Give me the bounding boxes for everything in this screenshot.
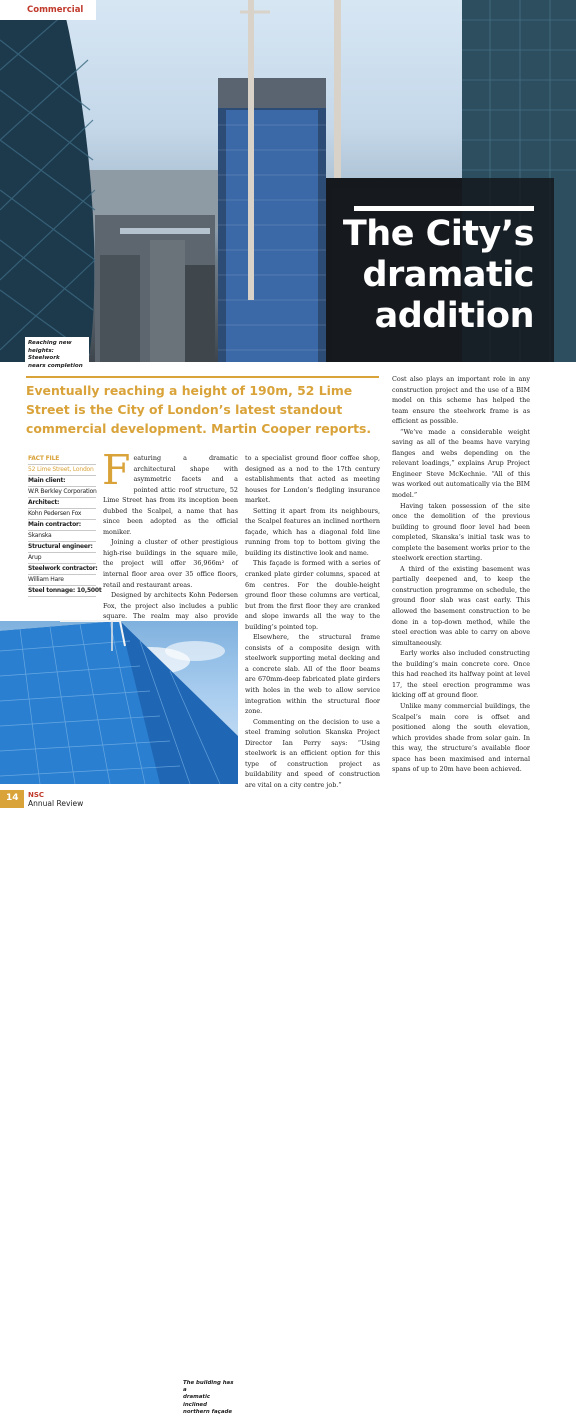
title-line: dramatic (362, 255, 534, 295)
paragraph: Unlike many commercial buildings, the Scalpel’s main core is offset and positioned along the south elevation, which provides shade from solar gain. In this way, the structure’s available floor space has been maximised and internal spans of up to 20m have been achieved. (392, 701, 530, 774)
fact-file (28, 454, 102, 597)
fact-file-row: William Hare (28, 575, 96, 586)
fact-file-row: Skanska (28, 531, 96, 542)
body-column-3 (392, 374, 530, 775)
standfirst: Eventually reaching a height of 190m, 52 Lime Street is the City of London’s latest standout commercial development. Martin Cooper reports. (26, 383, 372, 436)
title-rule (354, 206, 534, 211)
body-column-1 (102, 446, 238, 632)
footer-publication: Annual Review (28, 799, 84, 808)
drop-cap: F (102, 446, 131, 494)
paragraph: Setting it apart from its neighbours, the Scalpel features an inclined northern façade, which has a diagonal fold line running from top to bottom giving the building its distinctive look and name. (245, 506, 380, 557)
body-column-2 (245, 453, 380, 791)
fact-file-row: Main client: (28, 476, 96, 487)
photo-caption-top (25, 337, 89, 369)
fact-file-subheading: 52 Lime Street, London (28, 465, 96, 476)
caption-line: nears completion (28, 362, 83, 369)
standfirst-rule (26, 376, 379, 378)
title-line: The City’s (342, 214, 534, 254)
paragraph: Featuring a dramatic architectural shape with asymmetric facets and a pointed attic roof structure, 52 Lime Street has from its inception been dubbed the Scalpel, a name that has since been adopted as the official moniker. (102, 446, 238, 536)
paragraph: to a specialist ground floor coffee shop, designed as a nod to the 17th century establishments that acted as meeting houses for London’s fledgling insurance market. (245, 454, 380, 505)
fact-file-heading: FACT FILE (28, 454, 96, 465)
fact-file-row: Architect: (28, 498, 96, 509)
caption-line: Reaching new (28, 340, 72, 346)
article-title (343, 214, 534, 337)
paragraph: Elsewhere, the structural frame consists of a composite design with steelwork supporting metal decking and a concrete slab. All of the floor beams are 670mm-deep fabricated plate girders with holes in the web to allow service integration within the structural floor zone. (245, 633, 380, 716)
fact-file-row: Kohn Pedersen Fox (28, 509, 96, 520)
fact-file-row: Structural engineer: (28, 542, 96, 553)
caption-line: The building has a (183, 1380, 234, 1394)
caption-line: northern façade (183, 1408, 232, 1415)
caption-line: heights: Steelwork (28, 347, 60, 361)
paragraph: Designed by architects Kohn Pedersen Fox, the project also includes a public square. The realm may also provide (103, 591, 238, 621)
paragraph: Early works also included constructing the building’s main concrete core. Once this had reached its halfway point at level 17, the steel erection programme was kicking off at ground floor. (392, 649, 530, 700)
fact-file-row: W.R Berkley Corporation (28, 487, 96, 498)
paragraph: Having taken possession of the site once the demolition of the previous building to ground floor level had been completed, Skanska’s initial task was to complete the basement works prior to the steelwork erection starting. (392, 501, 530, 563)
section-tag: Commercial (0, 0, 96, 20)
fact-file-row: Arup (28, 553, 96, 564)
fact-file-row: Steelwork contractor: (28, 564, 96, 575)
footer-brand: NSC (28, 791, 45, 799)
hero-photo (0, 0, 576, 369)
paragraph: A third of the existing basement was partially deepened and, to keep the construction programme on schedule, the ground floor slab was cast early. This allowed the basement construction to be done in a top-down method, while the steel erection was able to carry on above simultaneously. (392, 564, 530, 647)
paragraph: Cost also plays an important role in any construction project and the use of a BIM model on this scheme has helped the team ensure the steelwork frame is as efficient as possible. (392, 375, 530, 426)
page-number: 14 (0, 790, 24, 808)
paragraph: “We’ve made a considerable weight saving as all of the beams have varying flanges and webs depending on the relevant loadings,” explains Arup Project Engineer Steve McKechnie. “All of this was worked out automatically via the BIM model.” (392, 427, 530, 500)
facade-illustration (0, 621, 238, 784)
paragraph: Commenting on the decision to use a steel framing solution Skanska Project Director Ian Perry says: “Using steelwork is an efficient option for this type of construction project as buildability and speed of construction are vital on a city centre job.” (245, 717, 380, 789)
paragraph: This façade is formed with a series of cranked plate girder columns, spaced at 6m centres. For the double-height ground floor these columns are vertical, but from the first floor they are cranked and slope inwards all the way to the building’s pointed top. (245, 559, 380, 631)
title-line: addition (374, 296, 534, 336)
photo-caption-bottom (180, 1378, 238, 1415)
paragraph: Joining a cluster of other prestigious high-rise buildings in the square mile, the project will offer 36,966m² of internal floor area over 35 office floors, retail and restaurant areas. (103, 538, 238, 589)
caption-line: dramatic inclined (183, 1394, 211, 1408)
fact-file-row: Main contractor: (28, 520, 96, 531)
fact-file-row: Steel tonnage: 10,500t (28, 586, 96, 597)
